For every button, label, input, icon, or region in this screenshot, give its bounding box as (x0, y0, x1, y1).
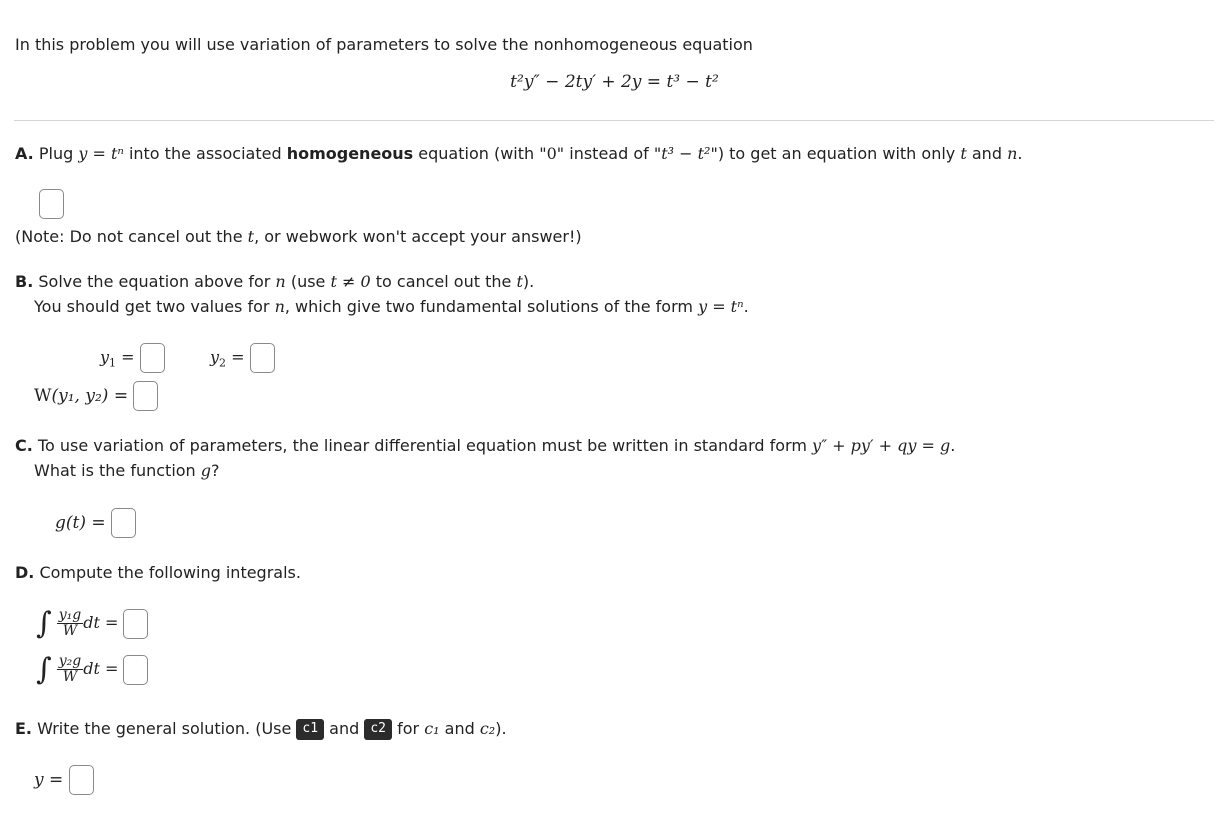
integral-symbol: ∫ (36, 652, 52, 687)
part-a-label: A. (15, 144, 34, 163)
integral-1-fraction: $\frac{\text{y₁g}}{W}$ (58, 607, 82, 639)
answer-input-integral-2[interactable] (123, 655, 148, 685)
part-b-line2: You should get two values for n, which give two fundamental solutions of the form y = tⁿ. (34, 297, 749, 316)
part-c-label: C. (15, 436, 33, 455)
part-e-label: E. (15, 719, 33, 738)
answer-input-y1[interactable] (140, 343, 165, 373)
integral-2-fraction: $\frac{\text{y₂g}}{W}$ (58, 653, 82, 685)
main-equation: t²y″ − 2ty′ + 2y = t³ − t² (510, 72, 719, 92)
answer-input-y2[interactable] (250, 343, 275, 373)
wronskian-row: W(y₁, y₂) = (34, 381, 158, 411)
part-d-prompt: D. Compute the following integrals. (15, 563, 301, 582)
intro-text: In this problem you will use variation of parameters to solve the nonhomogeneous equation (15, 35, 753, 54)
part-c-prompt: C. To use variation of parameters, the linear differential equation must be written in standard form y″ + py′ + qy = g. (15, 436, 956, 455)
c1-key: c1 (296, 719, 324, 740)
g-row: g(t) = (55, 508, 136, 538)
part-c-line2: What is the function g? (34, 461, 220, 480)
integral-2-row: ∫ $\frac{\text{y₂g}}{W}$ dt = (36, 652, 148, 687)
part-b-prompt: B. Solve the equation above for n (use t ≠ 0 to cancel out the t). (15, 272, 535, 291)
answer-input-integral-1[interactable] (123, 609, 148, 639)
general-solution-row: y = (34, 765, 94, 795)
c2-key: c2 (364, 719, 392, 740)
integral-1-row: ∫ $\frac{\text{y₁g}}{W}$ dt = (36, 606, 148, 641)
part-a-prompt: A. Plug y = tⁿ into the associated homogeneous equation (with "0" instead of "t³ − t²") to get an equation with only t and n. (15, 144, 1023, 163)
part-a-note: (Note: Do not cancel out the t, or webwork won't accept your answer!) (15, 227, 582, 246)
y2-row: $y_2$ = (210, 343, 275, 373)
part-e-prompt: E. Write the general solution. (Use c1 and c2 for c₁ and c₂). (15, 719, 507, 738)
y1-row: $y_1$ = (100, 343, 165, 373)
part-b-label: B. (15, 272, 34, 291)
answer-input-wronskian[interactable] (133, 381, 158, 411)
answer-input-general-solution[interactable] (69, 765, 94, 795)
answer-input-a[interactable] (39, 189, 64, 219)
answer-input-g[interactable] (111, 508, 136, 538)
integral-symbol: ∫ (36, 606, 52, 641)
part-d-label: D. (15, 563, 35, 582)
divider (14, 120, 1214, 121)
